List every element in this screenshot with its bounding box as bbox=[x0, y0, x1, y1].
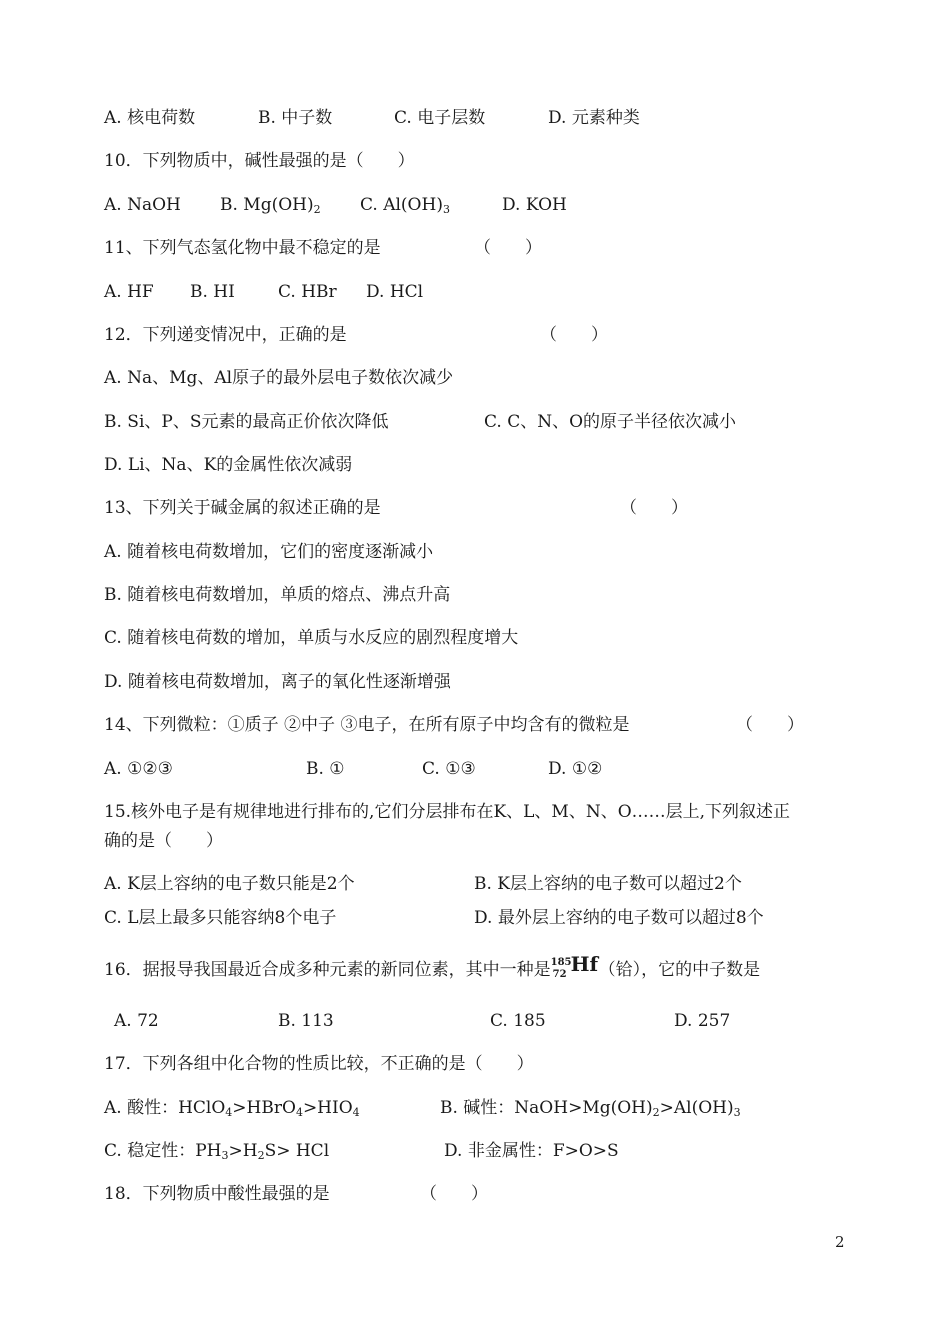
q9-option-d: D. 元素种类 bbox=[548, 108, 640, 128]
q11-option-a: A. HF bbox=[104, 282, 154, 302]
q11-answer-paren: （ ） bbox=[474, 238, 542, 258]
q17-option-c: C. 稳定性：$PH_3>H_2S>$ HCl bbox=[104, 1141, 330, 1162]
q15-option-d: D. 最外层上容纳的电子数可以超过8个 bbox=[474, 908, 764, 928]
q12-stem: 12．下列递变情况中，正确的是 bbox=[104, 325, 347, 345]
q10-option-a: A. NaOH bbox=[104, 195, 181, 215]
q18-answer-paren: （ ） bbox=[420, 1184, 488, 1204]
q12-answer-paren: （ ） bbox=[540, 325, 608, 345]
q13-option-d: D. 随着核电荷数增加，离子的氧化性逐渐增强 bbox=[104, 672, 451, 692]
q15-stem-line1: 15.核外电子是有规律地进行排布的,它们分层排布在K、L、M、N、O……层上,下列叙述正 bbox=[104, 802, 791, 822]
q14-option-c: C. ①③ bbox=[422, 759, 476, 779]
q17-option-a: A. 酸性：$HClO_4>HBrO_4>HIO_4$ bbox=[104, 1098, 360, 1119]
q10-stem: 10．下列物质中，碱性最强的是（ ） bbox=[104, 151, 415, 171]
q13-answer-paren: （ ） bbox=[620, 498, 688, 518]
page-number: 2 bbox=[835, 1233, 845, 1251]
q11-stem: 11、下列气态氢化物中最不稳定的是 bbox=[104, 238, 381, 258]
q16-option-d: D. 257 bbox=[674, 1011, 731, 1031]
q16-stem: 16．据报导我国最近合成多种元素的新同位素，其中一种是 185 72 Hf （铪），它的中子数是 bbox=[104, 952, 761, 980]
q13-option-c: C. 随着核电荷数的增加，单质与水反应的剧烈程度增大 bbox=[104, 628, 519, 648]
q14-stem: 14、下列微粒：①质子 ②中子 ③电子，在所有原子中均含有的微粒是 bbox=[104, 715, 630, 735]
q14-option-b: B. ① bbox=[306, 759, 345, 779]
q15-option-b: B. K层上容纳的电子数可以超过2个 bbox=[474, 874, 742, 894]
q11-option-d: D. HCl bbox=[366, 282, 424, 302]
q16-option-a: A. 72 bbox=[114, 1011, 159, 1031]
q15-option-c: C. L层上最多只能容纳8个电子 bbox=[104, 908, 337, 928]
q13-option-a: A. 随着核电荷数增加，它们的密度逐渐减小 bbox=[104, 542, 434, 562]
q12-option-c: C. C、N、O的原子半径依次减小 bbox=[484, 412, 737, 432]
q14-option-d: D. ①② bbox=[548, 759, 603, 779]
q14-answer-paren: （ ） bbox=[736, 715, 804, 735]
hafnium-isotope-symbol: 185 72 Hf bbox=[550, 952, 599, 980]
q12-option-d: D. Li、Na、K的金属性依次减弱 bbox=[104, 455, 353, 475]
q10-option-b: B. $Mg(OH)_2$ bbox=[220, 195, 321, 216]
q18-stem: 18．下列物质中酸性最强的是 bbox=[104, 1184, 330, 1204]
q10-option-d: D. KOH bbox=[502, 195, 567, 215]
q17-option-d: D. 非金属性：F>O>S bbox=[444, 1141, 619, 1161]
q12-option-b: B. Si、P、S元素的最高正价依次降低 bbox=[104, 412, 389, 432]
q17-option-b: B. 碱性：$NaOH>Mg(OH)_2>Al(OH)_3$ bbox=[440, 1098, 741, 1119]
q12-option-a: A. Na、Mg、Al原子的最外层电子数依次减少 bbox=[104, 368, 454, 388]
q15-stem-line2: 确的是（ ） bbox=[104, 831, 223, 851]
q16-option-b: B. 113 bbox=[278, 1011, 334, 1031]
q10-option-c: C. $Al(OH)_3$ bbox=[360, 195, 450, 216]
q13-stem: 13、下列关于碱金属的叙述正确的是 bbox=[104, 498, 381, 518]
q9-option-a: A. 核电荷数 bbox=[104, 108, 196, 128]
q16-option-c: C. 185 bbox=[490, 1011, 546, 1031]
q17-stem: 17．下列各组中化合物的性质比较，不正确的是（ ） bbox=[104, 1054, 534, 1074]
q11-option-c: C. HBr bbox=[278, 282, 337, 302]
q15-option-a: A. K层上容纳的电子数只能是2个 bbox=[104, 874, 355, 894]
q11-option-b: B. HI bbox=[190, 282, 235, 302]
q14-option-a: A. ①②③ bbox=[104, 759, 173, 779]
q9-option-b: B. 中子数 bbox=[258, 108, 333, 128]
q9-option-c: C. 电子层数 bbox=[394, 108, 486, 128]
q13-option-b: B. 随着核电荷数增加，单质的熔点、沸点升高 bbox=[104, 585, 451, 605]
